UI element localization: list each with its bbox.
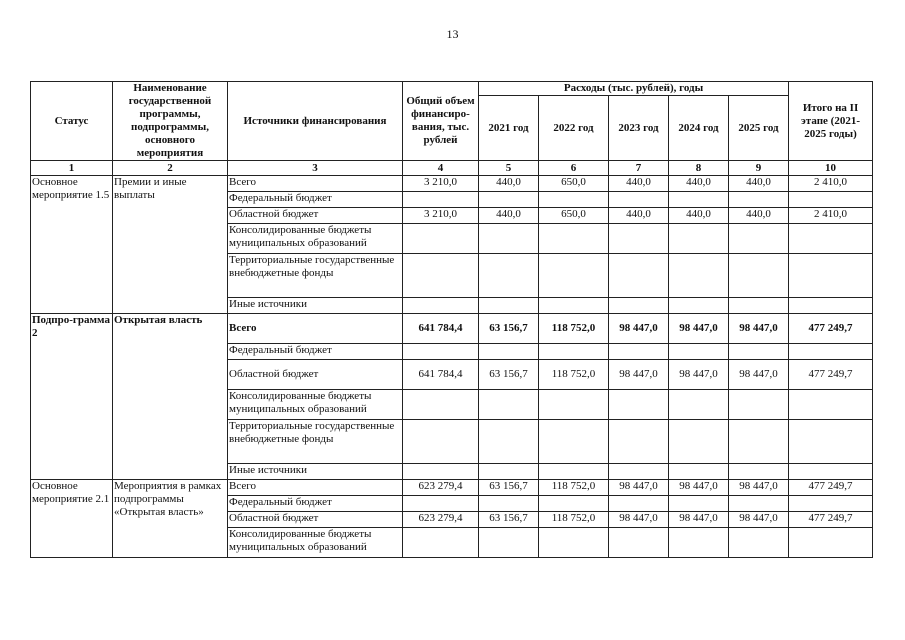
value-cell: 98 447,0 (729, 360, 789, 390)
value-cell: 63 156,7 (479, 360, 539, 390)
value-cell: 477 249,7 (789, 360, 873, 390)
value-cell: 98 447,0 (669, 480, 729, 496)
value-cell: 650,0 (539, 208, 609, 224)
value-cell (609, 344, 669, 360)
source-cell: Федеральный бюджет (228, 496, 403, 512)
value-cell (609, 298, 669, 314)
value-cell (539, 528, 609, 558)
column-number: 3 (228, 161, 403, 176)
value-cell (729, 192, 789, 208)
source-cell: Территориальные государственные внебюджетные фонды (228, 254, 403, 298)
value-cell: 98 447,0 (729, 314, 789, 344)
value-cell: 3 210,0 (403, 176, 479, 192)
header-year-2023: 2023 год (609, 96, 669, 161)
value-cell (729, 254, 789, 298)
value-cell (539, 298, 609, 314)
source-cell: Всего (228, 176, 403, 192)
header-year-2025: 2025 год (729, 96, 789, 161)
value-cell (479, 192, 539, 208)
program-name-cell: Открытая власть (113, 314, 228, 480)
column-number: 10 (789, 161, 873, 176)
value-cell (539, 390, 609, 420)
value-cell (609, 528, 669, 558)
value-cell (479, 254, 539, 298)
value-cell: 477 249,7 (789, 314, 873, 344)
source-cell: Областной бюджет (228, 208, 403, 224)
value-cell (789, 496, 873, 512)
value-cell: 2 410,0 (789, 208, 873, 224)
value-cell (669, 528, 729, 558)
value-cell (479, 528, 539, 558)
value-cell (789, 344, 873, 360)
value-cell (669, 298, 729, 314)
column-number: 4 (403, 161, 479, 176)
value-cell (669, 344, 729, 360)
value-cell (669, 464, 729, 480)
value-cell (479, 344, 539, 360)
source-cell: Областной бюджет (228, 360, 403, 390)
value-cell: 623 279,4 (403, 480, 479, 496)
value-cell (479, 390, 539, 420)
header-expenses-group: Расходы (тыс. рублей), годы (479, 82, 789, 96)
value-cell (403, 390, 479, 420)
source-cell: Федеральный бюджет (228, 344, 403, 360)
value-cell (729, 528, 789, 558)
source-cell: Всего (228, 480, 403, 496)
source-cell: Консолидированные бюджеты муниципальных образований (228, 390, 403, 420)
column-number: 6 (539, 161, 609, 176)
value-cell (729, 464, 789, 480)
table-row (31, 314, 873, 344)
value-cell: 440,0 (479, 208, 539, 224)
value-cell (479, 298, 539, 314)
value-cell: 440,0 (669, 176, 729, 192)
program-name-cell: Мероприятия в рамках подпрограммы «Открытая власть» (113, 480, 228, 558)
value-cell (539, 464, 609, 480)
value-cell (539, 254, 609, 298)
value-cell (669, 254, 729, 298)
status-cell: Основное мероприятие 1.5 (31, 176, 113, 314)
value-cell: 98 447,0 (669, 360, 729, 390)
value-cell: 2 410,0 (789, 176, 873, 192)
value-cell: 440,0 (669, 208, 729, 224)
source-cell: Иные источники (228, 298, 403, 314)
value-cell (403, 528, 479, 558)
value-cell (669, 224, 729, 254)
value-cell: 118 752,0 (539, 480, 609, 496)
header-stage-total: Итого на II этапе (2021-2025 годы) (789, 82, 873, 161)
column-number: 5 (479, 161, 539, 176)
value-cell: 98 447,0 (669, 512, 729, 528)
value-cell: 641 784,4 (403, 360, 479, 390)
column-number: 1 (31, 161, 113, 176)
value-cell (789, 464, 873, 480)
value-cell (403, 298, 479, 314)
header-sources: Источники финансирования (228, 82, 403, 161)
value-cell: 440,0 (609, 208, 669, 224)
value-cell (789, 298, 873, 314)
value-cell (403, 344, 479, 360)
header-year-2024: 2024 год (669, 96, 729, 161)
value-cell (729, 390, 789, 420)
value-cell: 98 447,0 (729, 512, 789, 528)
value-cell: 440,0 (729, 208, 789, 224)
value-cell: 98 447,0 (609, 314, 669, 344)
value-cell (669, 496, 729, 512)
value-cell (789, 224, 873, 254)
value-cell: 98 447,0 (669, 314, 729, 344)
value-cell (789, 254, 873, 298)
value-cell (789, 390, 873, 420)
value-cell (729, 224, 789, 254)
header-total-volume: Общий объем финансиро-вания, тыс. рублей (403, 82, 479, 161)
value-cell (403, 224, 479, 254)
value-cell: 3 210,0 (403, 208, 479, 224)
value-cell: 440,0 (479, 176, 539, 192)
value-cell (609, 496, 669, 512)
value-cell: 641 784,4 (403, 314, 479, 344)
source-cell: Федеральный бюджет (228, 192, 403, 208)
value-cell (609, 390, 669, 420)
header-year-2021: 2021 год (479, 96, 539, 161)
table-row (31, 480, 873, 496)
value-cell (609, 464, 669, 480)
value-cell (539, 224, 609, 254)
budget-table-body (31, 176, 873, 558)
source-cell: Областной бюджет (228, 512, 403, 528)
value-cell: 63 156,7 (479, 480, 539, 496)
value-cell (729, 298, 789, 314)
header-status: Статус (31, 82, 113, 161)
value-cell: 440,0 (729, 176, 789, 192)
value-cell (479, 496, 539, 512)
column-number: 9 (729, 161, 789, 176)
value-cell: 98 447,0 (609, 512, 669, 528)
status-cell: Основное мероприятие 2.1 (31, 480, 113, 558)
value-cell (539, 344, 609, 360)
value-cell: 623 279,4 (403, 512, 479, 528)
status-cell: Подпро-грамма 2 (31, 314, 113, 480)
page-number: 13 (446, 27, 459, 41)
header-year-2022: 2022 год (539, 96, 609, 161)
value-cell: 118 752,0 (539, 314, 609, 344)
value-cell (669, 192, 729, 208)
source-cell: Всего (228, 314, 403, 344)
table-row (31, 176, 873, 192)
value-cell (789, 192, 873, 208)
value-cell: 118 752,0 (539, 512, 609, 528)
value-cell: 477 249,7 (789, 512, 873, 528)
value-cell (729, 420, 789, 464)
value-cell (403, 496, 479, 512)
column-number: 2 (113, 161, 228, 176)
value-cell: 63 156,7 (479, 512, 539, 528)
value-cell (403, 464, 479, 480)
value-cell (789, 528, 873, 558)
value-cell (479, 464, 539, 480)
value-cell (403, 192, 479, 208)
value-cell (609, 224, 669, 254)
value-cell (479, 420, 539, 464)
source-cell: Иные источники (228, 464, 403, 480)
value-cell: 650,0 (539, 176, 609, 192)
budget-table (30, 81, 873, 558)
value-cell (609, 192, 669, 208)
value-cell (669, 390, 729, 420)
value-cell (789, 420, 873, 464)
value-cell: 98 447,0 (729, 480, 789, 496)
header-name: Наименование государственной программы, подпрограммы, основного мероприятия (113, 82, 228, 161)
value-cell (669, 420, 729, 464)
value-cell: 98 447,0 (609, 360, 669, 390)
column-number: 7 (609, 161, 669, 176)
value-cell: 440,0 (609, 176, 669, 192)
value-cell (479, 224, 539, 254)
column-number: 8 (669, 161, 729, 176)
program-name-cell: Премии и иные выплаты (113, 176, 228, 314)
source-cell: Консолидированные бюджеты муниципальных образований (228, 528, 403, 558)
value-cell: 118 752,0 (539, 360, 609, 390)
value-cell (609, 254, 669, 298)
value-cell (539, 496, 609, 512)
value-cell (539, 420, 609, 464)
value-cell (539, 192, 609, 208)
value-cell (403, 254, 479, 298)
value-cell (609, 420, 669, 464)
source-cell: Консолидированные бюджеты муниципальных образований (228, 224, 403, 254)
value-cell (403, 420, 479, 464)
value-cell (729, 344, 789, 360)
value-cell: 477 249,7 (789, 480, 873, 496)
value-cell (729, 496, 789, 512)
source-cell: Территориальные государственные внебюджетные фонды (228, 420, 403, 464)
value-cell: 98 447,0 (609, 480, 669, 496)
value-cell: 63 156,7 (479, 314, 539, 344)
